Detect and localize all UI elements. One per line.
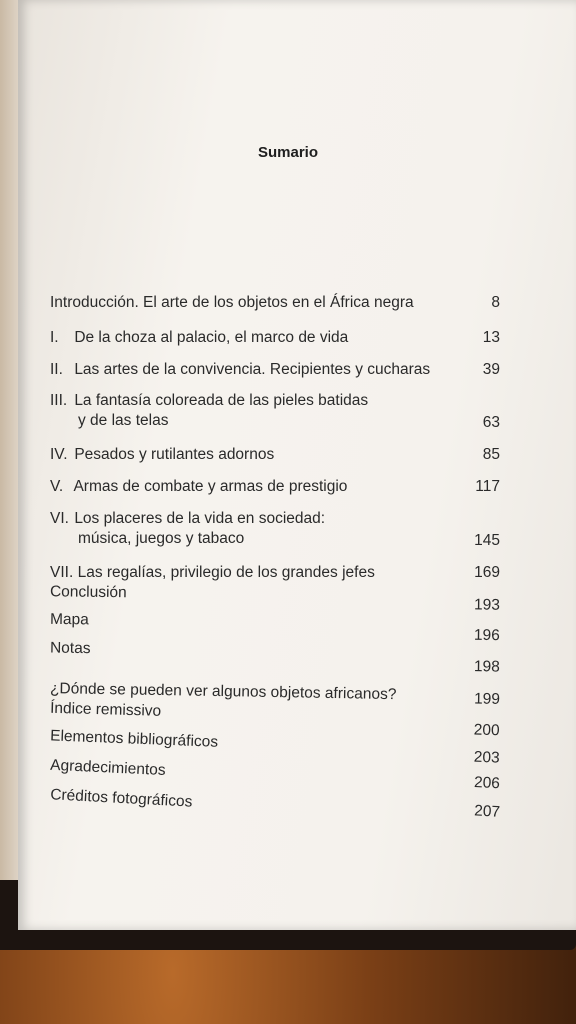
toc-entry-page: 198 (473, 658, 500, 676)
toc-entry-label: La fantasía coloreada de las pieles batidas (74, 392, 369, 409)
toc-entry (50, 444, 500, 466)
toc-entry-number: VI. (50, 510, 69, 527)
toc-entry-page: 207 (473, 802, 501, 821)
toc-entry-number: I. (50, 329, 59, 346)
toc-entry-label-continued: y de las telas (78, 412, 169, 429)
toc-entry-label: Las regalías, privilegio de los grandes jefes (77, 564, 375, 581)
toc-entry-number: VII. (50, 564, 74, 581)
toc-entry-label-continued: música, juegos y tabaco (78, 530, 245, 547)
toc-entry-label: De la choza al palacio, el marco de vida (74, 329, 349, 346)
toc-entry-page: 193 (473, 596, 500, 614)
toc-entry (50, 476, 500, 498)
toc-entry-label: Armas de combate y armas de prestigio (73, 478, 348, 495)
toc-entry-number: IV. (50, 446, 68, 463)
toc-entry (50, 390, 500, 431)
toc-entry-label: Las artes de la convivencia. Recipientes y cucharas (74, 361, 431, 378)
book-page (18, 0, 576, 930)
toc-entry-label: Elementos bibliográficos (49, 727, 219, 751)
toc-entry (49, 637, 500, 676)
toc-entry-page: 85 (482, 446, 500, 463)
toc-entry-label: Índice remissivo (49, 699, 162, 720)
toc-entry-label: Los placeres de la vida en sociedad: (74, 510, 326, 527)
toc-entry (50, 508, 500, 549)
toc-entry-label: Notas (49, 639, 91, 658)
toc-entry-page: 63 (482, 414, 500, 431)
toc-entry-page: 169 (474, 564, 500, 581)
toc-entry-label: ¿Dónde se pueden ver algunos objetos africanos? (49, 680, 397, 704)
toc-entry (50, 292, 500, 314)
toc-entry-page: 203 (473, 748, 500, 767)
page-title: Sumario (257, 144, 318, 161)
toc-entry (50, 562, 500, 584)
toc-entry-label: Mapa (49, 610, 89, 629)
toc-entry-page: 8 (491, 294, 500, 311)
toc-entry-page: 206 (473, 774, 501, 793)
toc-entry-number: II. (50, 361, 63, 378)
toc-entry-label: Pesados y rutilantes adornos (74, 446, 275, 463)
toc-entry-page: 196 (473, 626, 500, 645)
toc-entry-page: 200 (473, 721, 500, 740)
toc-entry (49, 581, 500, 614)
toc-entry-label: Introducción. El arte de los objetos en el África negra (50, 294, 414, 311)
toc-entry-page: 145 (474, 532, 500, 549)
toc-entry-page: 117 (475, 478, 500, 495)
toc-entry (50, 327, 500, 349)
toc-entry (49, 609, 500, 645)
toc-entry-number: III. (50, 392, 68, 409)
toc-entry-label: Créditos fotográficos (49, 786, 193, 811)
toc-entry-page: 13 (482, 329, 500, 346)
toc-entry-label: Agradecimientos (49, 756, 166, 780)
toc-entry-page: 39 (482, 361, 500, 378)
toc-entry-label: Conclusión (49, 583, 127, 602)
toc-entry-number: V. (50, 478, 64, 495)
toc-entry (50, 359, 500, 381)
toc-entry-page: 199 (473, 690, 501, 708)
